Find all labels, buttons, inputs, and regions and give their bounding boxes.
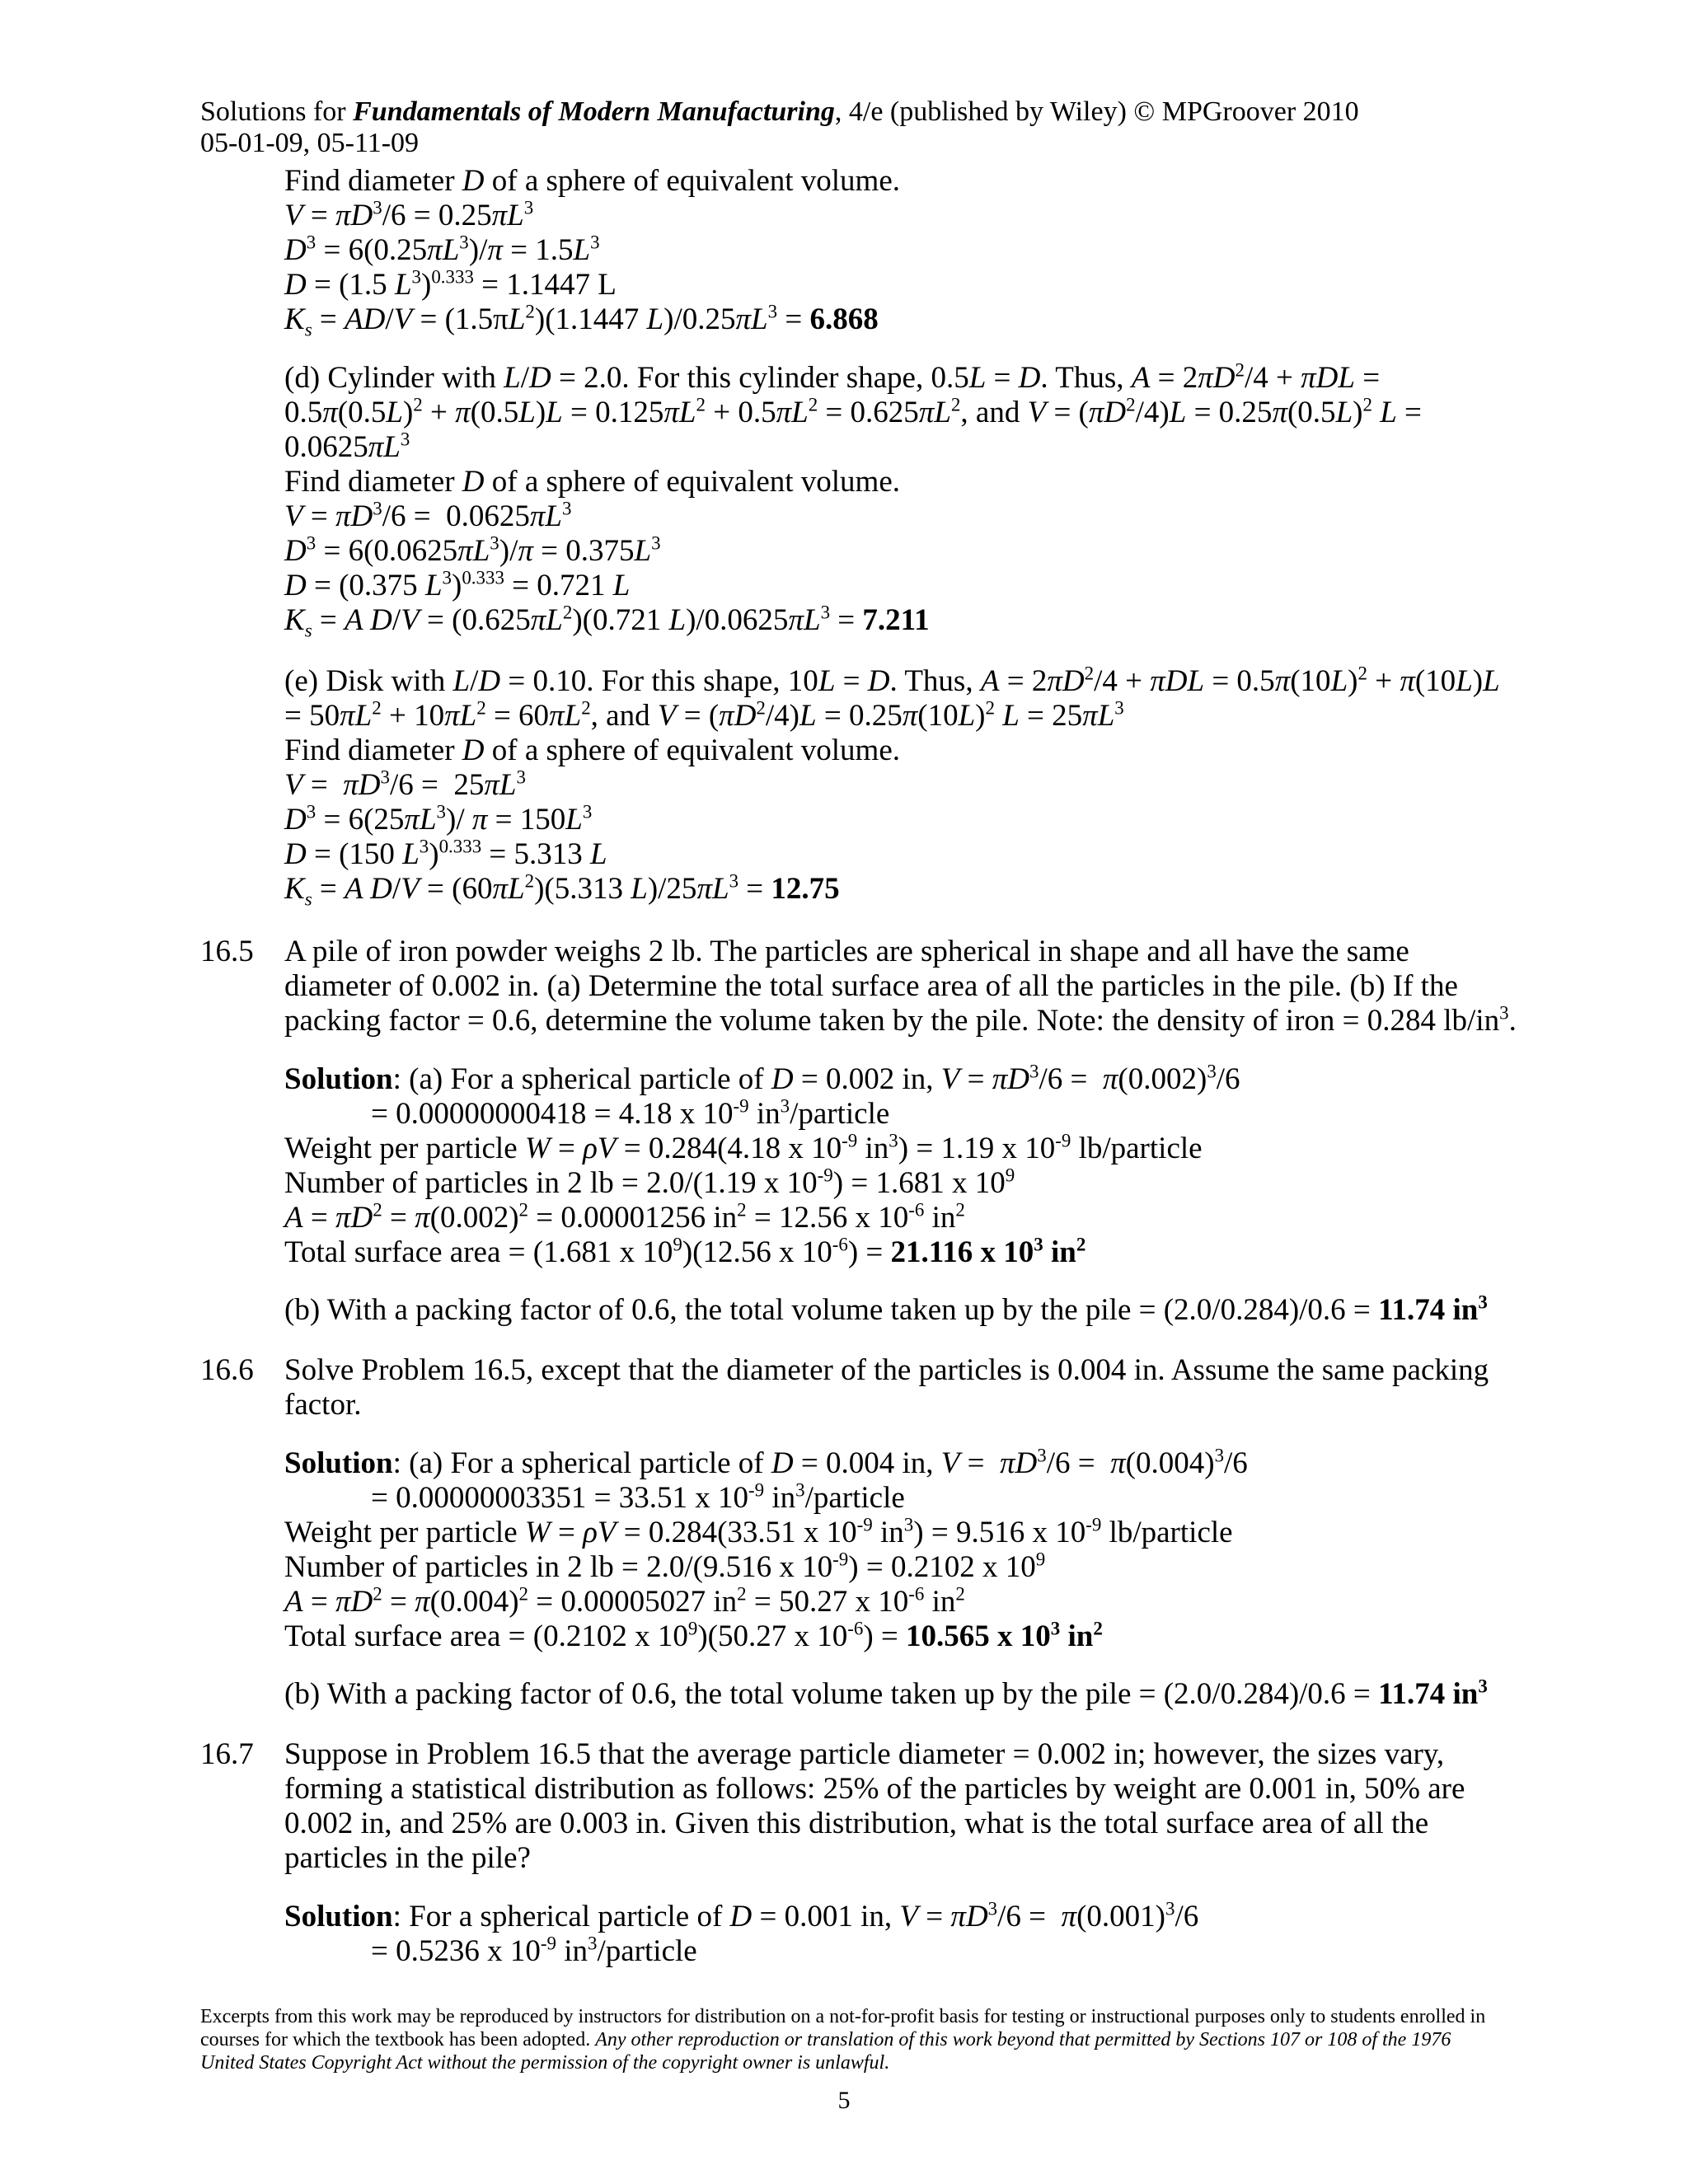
d-ks-eq: $K_s = A$ $D/V = (0.625\pi L^2)(0.721$ $L)/0.0625\pi L^3 = 7.211$ xyxy=(284,602,930,641)
p165-count-line: Number of particles in 2 lb = 2.0/(1.19 x $10^{-9}) = 1.681$ x $10^9$ xyxy=(284,1165,1015,1200)
p166-weight-line: Weight per particle W = ρV = 0.284(33.51 x $10^{-9}$ $in^3) = 9.516$ x $10^{-9}$ lb/particle xyxy=(284,1514,1233,1549)
p167-solution-volume: = 0.5236 x $10^{-9}$ $in^3$/particle xyxy=(371,1933,697,1968)
p165-part-b: (b) With a packing factor of 0.6, the total volume taken up by the pile = (2.0/0.284)/0.6 = 11.74 $in^3$ xyxy=(284,1291,1488,1327)
p166-area-line: $A = \pi D^2 = \pi(0.004)^2 = 0.00005027$ $in^2 = 50.27$ x $10^{-6}$ $in^2$ xyxy=(284,1583,965,1619)
p165-total-area-line: Total surface area = (1.681 x $10^9)(12.56$ x $10^{-6}) = 21.116$ x $10^3$ $in^2$ xyxy=(284,1234,1086,1269)
p166-volume-answer: 11.74 $in^3$ xyxy=(1378,1675,1488,1711)
p166-part-b: (b) With a packing factor of 0.6, the total volume taken up by the pile = (2.0/0.284)/0.6 = 11.74 $in^3$ xyxy=(284,1675,1488,1711)
d-line-1: (d) Cylinder with L/D = 2.0. For this cylinder shape, 0.5L = D. Thus, $A = 2\pi D^2/4 + \pi DL$ = xyxy=(284,359,1381,395)
p167-question-1: Suppose in Problem 16.5 that the average particle diameter = 0.002 in; however, the sizes vary, xyxy=(284,1737,1445,1771)
d-line-2: $0.5\pi(0.5L)^2 + \pi(0.5L)L = 0.125\pi L^2 + 0.5\pi L^2 = 0.625\pi L^2$, and $V = (\pi D^2/4)L = 0.25\pi(0.5L)^2$ L = xyxy=(284,394,1422,429)
d-d-cubed-eq: $D^3 = 6(0.0625\pi L^3)/\pi = 0.375L^3$ xyxy=(284,532,661,568)
d-ks-answer: 7.211 xyxy=(862,603,930,637)
page-number: 5 xyxy=(837,2087,851,2114)
header-dates: 05-01-09, 05-11-09 xyxy=(200,128,420,158)
p167-question-2: forming a statistical distribution as follows: 25% of the particles by weight are 0.001 in, 50% are xyxy=(284,1772,1465,1806)
p165-solution-a: Solution: (a) For a spherical particle of D = 0.002 in, $V = \pi D^3/6 = \pi(0.002)^3/6$ xyxy=(284,1061,1240,1096)
c-volume-eq: $V = \pi D^3/6 = 0.25\pi L^3$ xyxy=(284,197,534,232)
d-find-line: Find diameter D of a sphere of equivalent volume. xyxy=(284,465,900,499)
c-d-cubed-eq: $D^3 = 6(0.25\pi L^3)/\pi = 1.5L^3$ xyxy=(284,232,600,267)
p167-question-4: particles in the pile? xyxy=(284,1841,531,1875)
p165-question-1: A pile of iron powder weighs 2 lb. The particles are spherical in shape and all have the same xyxy=(284,935,1409,968)
e-diameter-eq: D = (150 $L^3)^{0.333} = 5.313$ L xyxy=(284,836,607,871)
e-d-cubed-eq: $D^3 = 6(25\pi L^3)/$ $\pi = 150L^3$ xyxy=(284,801,593,837)
e-line-1: (e) Disk with L/D = 0.10. For this shape, 10L = D. Thus, $A = 2\pi D^2/4 + \pi DL = 0.5\pi(10L)^2 + \pi(10L)L$ xyxy=(284,663,1500,698)
p166-solution-volume: = 0.00000003351 = 33.51 x $10^{-9}$ $in^3$/particle xyxy=(371,1479,905,1515)
e-find-line: Find diameter D of a sphere of equivalent volume. xyxy=(284,733,900,767)
e-ks-eq: $K_s = A$ $D/V = (60\pi L^2)(5.313$ $L)/25\pi L^3 = 12.75$ xyxy=(284,870,840,910)
p165-volume-answer: 11.74 $in^3$ xyxy=(1378,1291,1488,1327)
p167-question-3: 0.002 in, and 25% are 0.003 in. Given this distribution, what is the total surface area of all the xyxy=(284,1807,1429,1840)
p165-area-line: $A = \pi D^2 = \pi(0.002)^2 = 0.00001256$ $in^2 = 12.56$ x $10^{-6}$ $in^2$ xyxy=(284,1199,965,1235)
book-title: Fundamentals of Modern Manufacturing xyxy=(353,96,835,127)
p165-weight-line: Weight per particle W = ρV = 0.284(4.18 x $10^{-9}$ $in^3) = 1.19$ x $10^{-9}$ lb/particle xyxy=(284,1130,1203,1165)
header-line-1: Solutions for Fundamentals of Modern Manufacturing, 4/e (published by Wiley) © MPGroover 2010 xyxy=(200,96,1359,127)
p165-question-2: diameter of 0.002 in. (a) Determine the total surface area of all the particles in the pile. (b) If the xyxy=(284,969,1458,1003)
c-ks-eq: $K_s = AD/V = (1.5\pi L^2)(1.1447$ $L)/0.25\pi L^3 = 6.868$ xyxy=(284,301,879,340)
d-diameter-eq: D = (0.375 $L^3)^{0.333} = 0.721$ L xyxy=(284,567,631,602)
p166-solution-a: Solution: (a) For a spherical particle of D = 0.004 in, $V = \pi D^3/6 = \pi(0.004)^3/6$ xyxy=(284,1445,1248,1480)
p165-area-answer: 21.116 x $10^3$ $in^2$ xyxy=(890,1234,1086,1269)
copyright-footer: Excerpts from this work may be reproduced by instructors for distribution on a not-for-profit basis for testing or instructional purposes only to students enrolled in courses for which the textbook has been adopted. Any other reproduction or translation of this work beyond that permitted by Sections 107 or 108 of the 1976 United States Copyright Act without the permission of the copyright owner is unlawful. xyxy=(200,2006,1486,2074)
p165-solution-volume: = 0.00000000418 = 4.18 x $10^{-9}$ $in^3$/particle xyxy=(371,1095,890,1131)
c-diameter-eq: D = (1.5 $L^3)^{0.333} = 1.1447$ L xyxy=(284,266,617,302)
p166-question-1: Solve Problem 16.5, except that the diameter of the particles is 0.004 in. Assume the same packing xyxy=(284,1353,1489,1387)
e-line-2: = $50\pi L^2 + 10\pi L^2 = 60\pi L^2$, and $V = (\pi D^2/4)L = 0.25\pi(10L)^2$ $L = 25\pi L^3$ xyxy=(284,697,1124,733)
problem-16-7-number: 16.7 xyxy=(200,1737,254,1771)
p166-area-answer: 10.565 x $10^3$ $in^2$ xyxy=(906,1618,1103,1653)
e-volume-eq: $V = \pi D^3/6 = 25\pi L^3$ xyxy=(284,766,526,802)
d-volume-eq: $V = \pi D^3/6 = 0.0625\pi L^3$ xyxy=(284,498,572,533)
p166-question-2: factor. xyxy=(284,1388,362,1422)
c-ks-answer: 6.868 xyxy=(809,302,879,336)
p166-count-line: Number of particles in 2 lb = 2.0/(9.516 x $10^{-9}) = 0.2102$ x $10^9$ xyxy=(284,1549,1046,1584)
problem-16-5-number: 16.5 xyxy=(200,935,254,968)
p165-question-3: packing factor = 0.6, determine the volume taken by the pile. Note: the density of iron = 0.284 $lb/in^3$. xyxy=(284,1002,1517,1038)
p166-total-area-line: Total surface area = (0.2102 x $10^9)(50.27$ x $10^{-6}) = 10.565$ x $10^3$ $in^2$ xyxy=(284,1618,1103,1653)
d-line-3: $0.0625\pi L^3$ xyxy=(284,429,410,464)
e-ks-answer: 12.75 xyxy=(771,872,840,906)
problem-16-6-number: 16.6 xyxy=(200,1353,254,1387)
c-find-line: Find diameter D of a sphere of equivalent volume. xyxy=(284,164,900,198)
p167-solution-line: Solution: For a spherical particle of D = 0.001 in, $V = \pi D^3/6 = \pi(0.001)^3/6$ xyxy=(284,1898,1199,1933)
